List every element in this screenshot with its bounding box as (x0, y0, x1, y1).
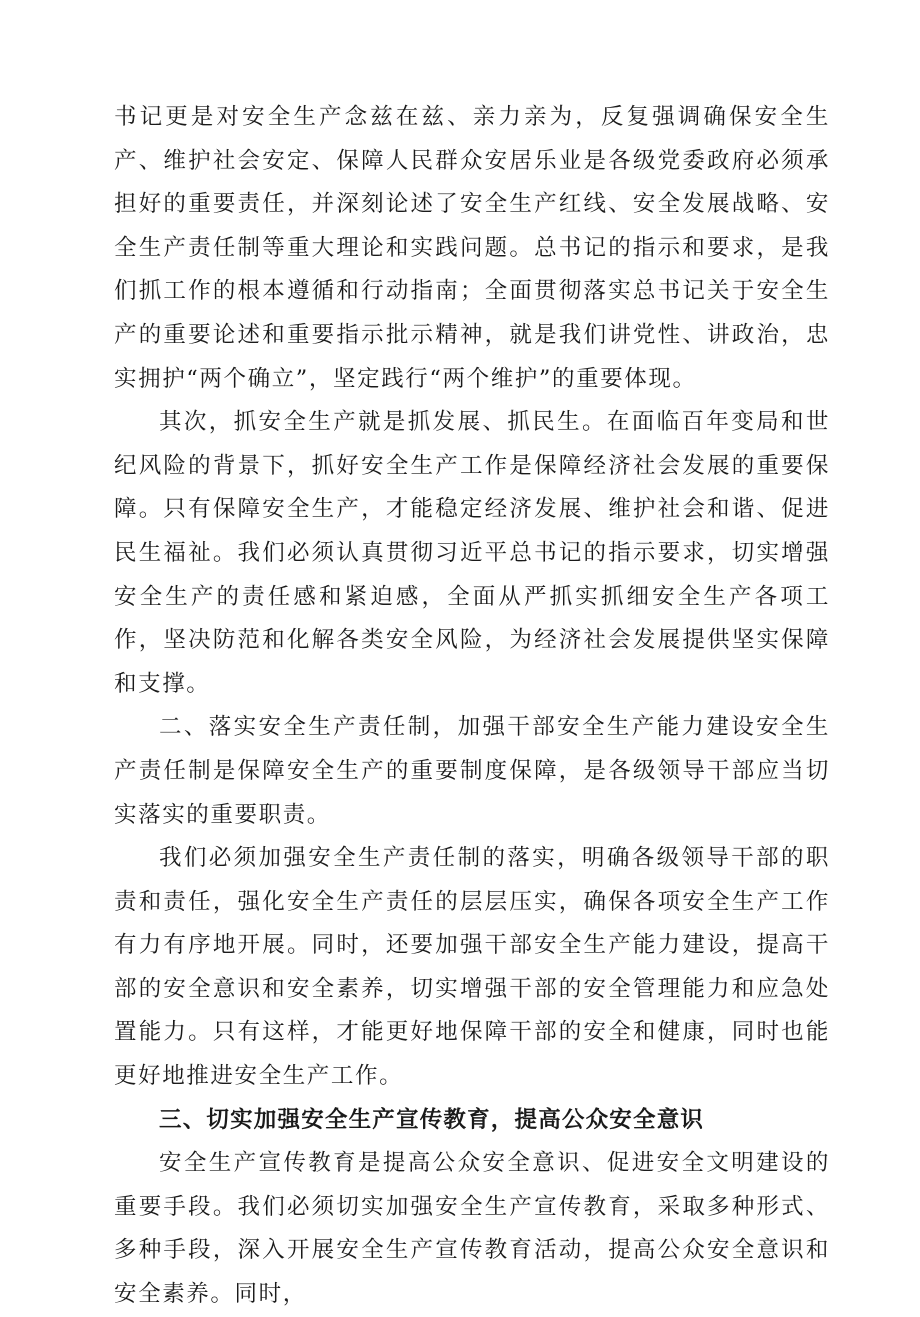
paragraph-5: 安全生产宣传教育是提高公众安全意识、促进安全文明建设的重要手段。我们必须切实加强安全生产宣传教育，采取多种形式、多种手段，深入开展安全生产宣传教育活动，提高公众安全意识和安全素养。同时， (114, 1150, 830, 1308)
document-body (114, 96, 830, 1317)
paragraph-4: 我们必须加强安全生产责任制的落实，明确各级领导干部的职责和责任，强化安全生产责任的层层压实，确保各项安全生产工作有力有序地开展。同时，还要加强干部安全生产能力建设，提高干部的安全意识和安全素养，切实增强干部的安全管理能力和应急处置能力。只有这样，才能更好地保障干部的安全和健康，同时也能更好地推进安全生产工作。 (114, 845, 830, 1090)
paragraph-3: 二、落实安全生产责任制，加强干部安全生产能力建设安全生产责任制是保障安全生产的重要制度保障，是各级领导干部应当切实落实的重要职责。 (114, 714, 830, 828)
section-heading-3: 三、切实加强安全生产宣传教育，提高公众安全意识 (159, 1106, 705, 1133)
paragraph-2: 其次，抓安全生产就是抓发展、抓民生。在面临百年变局和世纪风险的背景下，抓好安全生产工作是保障经济社会发展的重要保障。只有保障安全生产，才能稳定经济发展、维护社会和谐、促进民生福祉。我们必须认真贯彻习近平总书记的指示要求，切实增强安全生产的责任感和紧迫感，全面从严抓实抓细安全生产各项工作，坚决防范和化解各类安全风险，为经济社会发展提供坚实保障和支撑。 (114, 409, 830, 697)
paragraph-1: 书记更是对安全生产念兹在兹、亲力亲为，反复强调确保安全生产、维护社会安定、保障人民群众安居乐业是各级党委政府必须承担好的重要责任，并深刻论述了安全生产红线、安全发展战略、安全生产责任制等重大理论和实践问题。总书记的指示和要求，是我们抓工作的根本遵循和行动指南；全面贯彻落实总书记关于安全生产的重要论述和重要指示批示精神，就是我们讲党性、讲政治，忠实拥护“两个确立”，坚定践行“两个维护”的重要体现。 (114, 104, 830, 392)
